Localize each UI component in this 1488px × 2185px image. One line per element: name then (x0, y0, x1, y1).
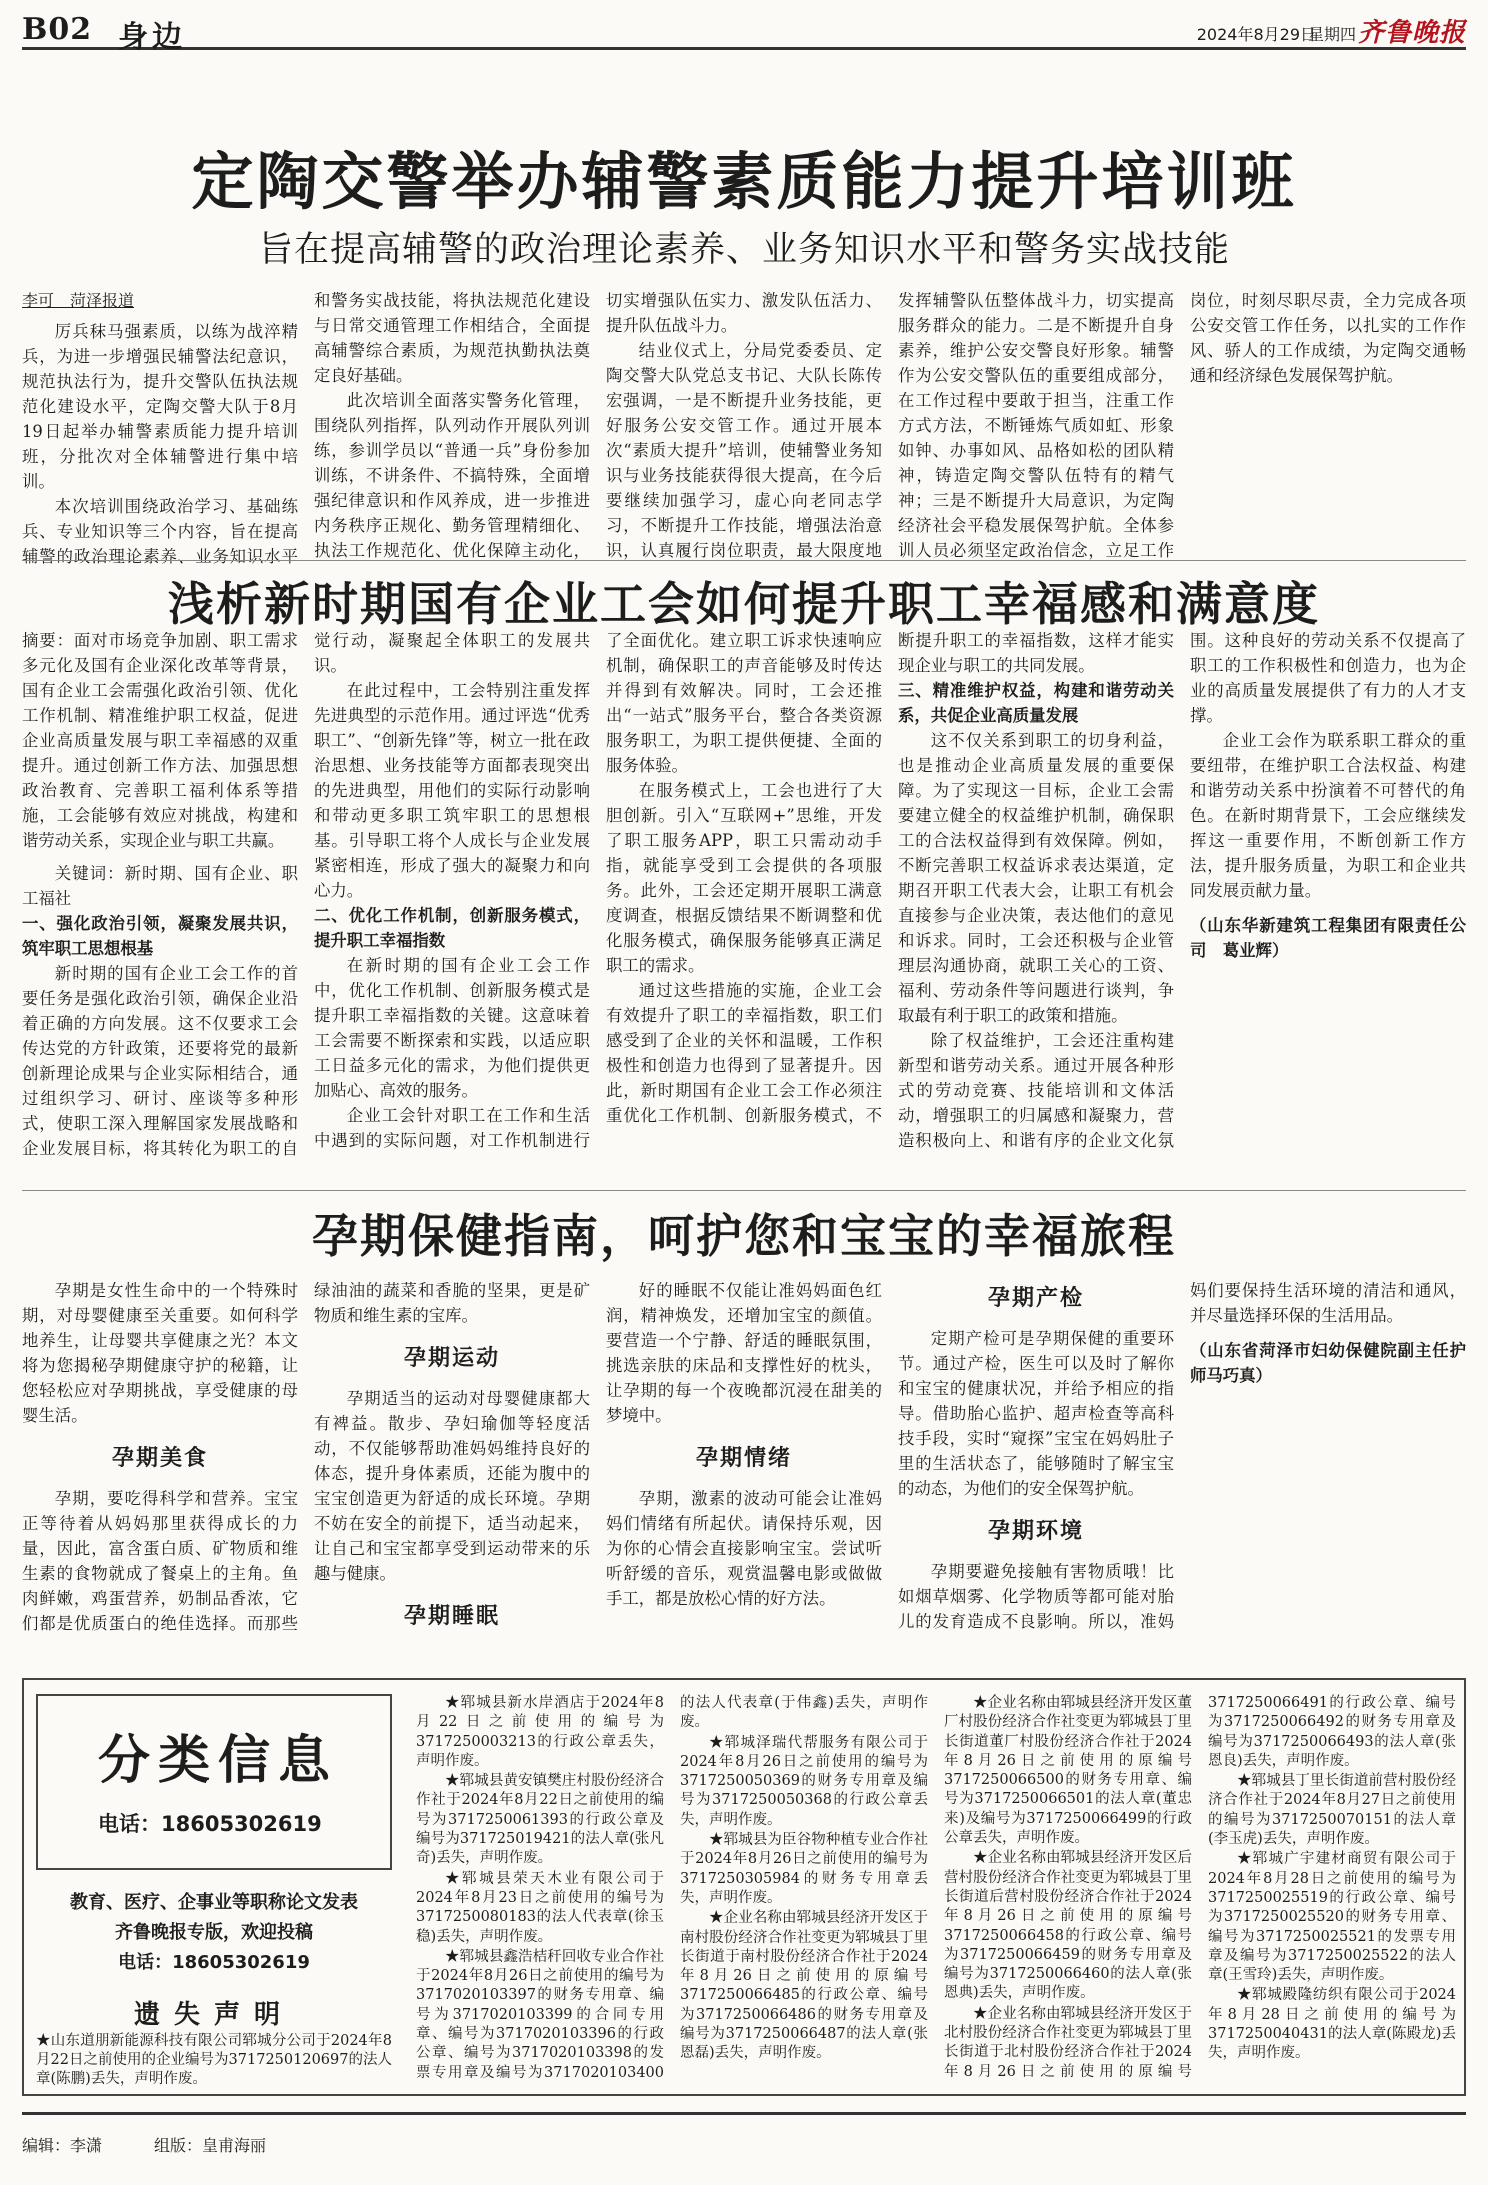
article2-heading-1: 一、强化政治引领，凝聚发展共识，筑牢职工思想根基 (22, 914, 298, 958)
lost-notice-item: ★企业名称由郓城县经济开发区董厂村股份经济合作社变更为郓城县丁里长街道董厂村股份经济合作社于2024年8月26日之前使用的原编号3717250066500的财务专用章、编号为3717250066501的法人章(董忠来)及编号为3717250066499的行政公章丢失，声明作废。 (944, 1695, 1192, 1847)
article3-paragraph: 好的睡眠不仅能让准妈妈面色红润，精神焕发，还增加宝宝的颜值。要营造一个宁静、舒适的睡眠氛围，挑选亲肤的床品和支撑性好的枕头，让孕期的每一个夜晚都沉浸在甜美的梦境中。 (606, 1281, 882, 1425)
article3-intro: 孕期是女性生命中的一个特殊时期，对母婴健康至关重要。如何科学地养生，让母婴共享健康之光？本文将为您揭秘孕期健康守护的秘籍，让您轻松应对孕期挑战，享受健康的母婴生活。 (22, 1281, 298, 1425)
article3-section-title: 孕期产检 (987, 1285, 1084, 1311)
article3-paragraph: 定期产检可是孕期保健的重要环节。通过产检，医生可以及时了解你和宝宝的健康状况，并给予相应的指导。借助胎心监护、超声检查等高科技手段，实时“窥探”宝宝在妈妈肚子里的生活状态了，能够随时了解宝宝的动态，为他们的安全保驾护航。 (898, 1329, 1174, 1498)
designer-credit: 组版：皇甫海丽 (154, 2136, 267, 2155)
article2-paragraph: 新时期的国有企业工会工作的首要任务是强化政治引领，确保企业沿着正确的方向发展。这不仅要求工会传达党的方针政策，还要将党的最新创新理论成果与企业实际相结合，通过组织学习、研讨、座谈等多种形式，使职工深入理解国家发展战略和企业发展目标，将其转化为职工的自觉行动，凝聚起全体职工的发展共识。 (22, 631, 590, 1158)
section-name: 身边 (118, 20, 186, 55)
page-code: B02 (22, 12, 93, 47)
article1-paragraph: 本次培训围绕政治学习、基础练兵、专业知识等三个内容，旨在提高辅警的政治理论素养、业务知识水平和警务实战技能，将执法规范化建设与日常交通管理工作相结合，全面提高辅警综合素质，为规范执勤执法奠定良好基础。 (22, 291, 590, 566)
lost-notice-item: ★郓城县丁里长街道前营村股份经济合作社于2024年8月27日之前使用的编号为3717250070151的法人章(李玉虎)丢失，声明作废。 (1208, 1773, 1456, 1848)
article2-paragraph: 企业工会针对职工在工作和生活中遇到的实际问题，对工作机制进行了全面优化。建立职工诉求快速响应机制，确保职工的声音能够及时传达并得到有效解决。同时，工会还推出“一站式”服务平台，整合各类资源服务职工，为职工提供便捷、全面的服务体验。 (314, 631, 882, 1150)
article1-paragraph: 结业仪式上，分局党委委员、定陶交警大队党总支书记、大队长陈传宏强调，一是不断提升业务技能，更好服务公安交管工作。通过开展本次“素质大提升”培训，使辅警业务知识与业务技能获得很大提高，在今后要继续加强学习，虚心向老同志学习，不断提升工作技能，增强法治意识，认真履行岗位职责，最大限度地发挥辅警队伍整体战斗力，切实提高服务群众的能力。二是不断提升自身素养，维护公安交警良好形象。辅警作为公安交警队伍的重要组成部分，在工作过程中要敢于担当，注重工作方式方法，不断锤炼气质如虹、形象如钟、办事如风、品格如松的团队精神，铸造定陶交警队伍特有的精气神；三是不断提升大局意识，为定陶经济社会平稳发展保驾护航。全体参训人员必须坚定政治信念，立足工作岗位，时刻尽职尽责，全力完成各项公安交管工作任务，以扎实的工作作风、骄人的工作成绩，为定陶交通畅通和经济绿色发展保驾护航。 (606, 291, 1466, 560)
lost-notice-item: ★郓城泽瑞代帮服务有限公司于2024年8月26日之前使用的编号为3717250050369的财务专用章及编号为3717250050368的行政公章丢失，声明作废。 (680, 1734, 928, 1828)
article2-heading-2: 二、优化工作机制，创新服务模式，提升职工幸福指数 (314, 906, 590, 950)
article2-paragraph: 企业工会作为联系职工群众的重要纽带，在维护职工合法权益、构建和谐劳动关系中扮演着不可替代的角色。在新时期背景下，工会应继续发挥这一重要作用，不断创新工作方法，提升服务质量，为职工和企业共同发展贡献力量。 (1190, 731, 1466, 900)
article1-body (22, 288, 1466, 570)
article2-paragraph: 这不仅关系到职工的切身利益，也是推动企业高质量发展的重要保障。为了实现这一目标，企业工会需要建立健全的权益维护机制，确保职工的合法权益得到有效保障。例如，不断完善职工权益诉求表达渠道，定期召开职工代表大会，让职工有机会直接参与企业决策，表达他们的意见和诉求。同时，工会还积极与企业管理层沟通协商，就职工关心的工资、福利、劳动条件等问题进行谈判，争取最有利于职工的政策和措施。 (898, 731, 1174, 1025)
article1-paragraph: 厉兵秣马强素质，以练为战淬精兵，为进一步增强民辅警法纪意识，规范执法行为，提升交警队伍执法规范化建设水平，定陶交警大队于8月19日起举办辅警素质能力提升培训班，分批次对全体辅警进行集中培训。 (22, 322, 298, 491)
lost-notice-title: 遗失声明 (133, 2000, 294, 2030)
article2-title: 浅析新时期国有企业工会如何提升职工幸福感和满意度 (168, 577, 1320, 631)
issue-weekday: 星期四 (1307, 25, 1356, 44)
article3-body (22, 1278, 1466, 1658)
article2-paragraph: 通过这些措施的实施，企业工会有效提升了职工的幸福指数，职工们感受到了企业的关怀和温暖，工作积极性和创造力也得到了显著提升。因此，新时期国有企业工会工作必须注重优化工作机制、创新服务模式，不断提升职工的幸福指数，这样才能实现企业与职工的共同发展。 (606, 631, 1174, 1125)
article1-byline: 李可 菏泽报道 (22, 291, 135, 310)
article2-signature: （山东华新建筑工程集团有限责任公司 葛业辉） (1190, 916, 1466, 960)
classified-promo-line: 齐鲁晚报专版，欢迎投稿 (115, 1922, 313, 1943)
classified-promo-phone: 电话：18605302619 (118, 1952, 310, 1973)
article2-paragraph: 除了权益维护，工会还注重构建新型和谐劳动关系。通过开展各种形式的劳动竞赛、技能培训和文体活动，增强职工的归属感和凝聚力，营造积极向上、和谐有序的企业文化氛围。这种良好的劳动关系不仅提高了职工的工作积极性和创造力，也为企业的高质量发展提供了有力的人才支撑。 (898, 631, 1466, 1150)
paper-logo: 齐鲁晚报 (1357, 18, 1466, 48)
article3-section-title: 孕期运动 (403, 1345, 500, 1371)
article3-signature: （山东省菏泽市妇幼保健院副主任护师马巧真） (1190, 1341, 1466, 1385)
classified-sidebar (36, 1694, 392, 2086)
lost-notice-item: ★郓城县新水岸酒店于2024年8月22日之前使用的编号为3717250003213的行政公章丢失，声明作废。 (416, 1695, 664, 1769)
article2-keywords: 关键词：新时期、国有企业、职工福社 (22, 864, 298, 908)
article3-section-title: 孕期美食 (111, 1445, 208, 1471)
article3-paragraph: 孕期，要吃得科学和营养。宝宝正等待着从妈妈那里获得成长的力量，因此，富含蛋白质、矿物质和维生素的食物就成了餐桌上的主角。鱼肉鲜嫩，鸡蛋营养，奶制品香浓，它们都是优质蛋白的绝佳选择。而那些绿油油的蔬菜和香脆的坚果，更是矿物质和维生素的宝库。 (22, 1281, 590, 1633)
classified-title-box (36, 1694, 392, 1870)
article3-section-title: 孕期情绪 (695, 1445, 792, 1471)
article2-body (22, 628, 1466, 1168)
lost-notice-item: ★企业名称由郓城县经济开发区后营村股份经济合作社变更为郓城县丁里长街道后营村股份经济合作社于2024年8月26日之前使用的原编号3717250066458的行政公章、编号为3717250066459的财务专用章及编号为3717250066460的法人章(张恩典)丢失，声明作废。 (944, 1850, 1192, 2002)
article2-paragraph: 在新时期的国有企业工会工作中，优化工作机制、创新服务模式是提升职工幸福指数的关键。这意味着工会需要不断探索和实践，以适应职工日益多元化的需求，为他们提供更加贴心、高效的服务。 (314, 956, 590, 1100)
article2-paragraph: 在服务模式上，工会也进行了大胆创新。引入“互联网+”思维，开发了职工服务APP，职工只需动动手指，就能享受到工会提供的各项服务。此外，工会还定期开展职工满意度调查，根据反馈结果不断调整和优化服务模式，确保服务能够真正满足职工的需求。 (606, 781, 882, 975)
article2-abstract: 摘要：面对市场竞争加剧、职工需求多元化及国有企业深化改革等背景，国有企业工会需强化政治引领、优化工作机制、精准维护职工权益，促进企业高质量发展与职工幸福感的双重提升。通过创新工作方法、加强思想政治教育、完善职工福利体系等措施，工会能够有效应对挑战，构建和谐劳动关系，实现企业与职工共赢。 (22, 631, 298, 850)
lost-notice-item: ★郓城殿隆纺织有限公司于2024年8月28日之前使用的编号为3717250040431的法人章(陈殿龙)丢失，声明作废。 (1208, 1987, 1456, 2062)
lost-notice-item: ★郓城县荣天木业有限公司于2024年8月23日之前使用的编号为3717250080183的法人代表章(徐玉稳)丢失，声明作废。 (416, 1870, 664, 1945)
lost-notice-item: ★企业名称由郓城县经济开发区于北村股份经济合作社变更为郓城县丁里长街道于北村股份经济合作社于2024年8月26日之前使用的原编号3717250066491的行政公章、编号为3717250066492的财务专用章及编号为3717250066493的法人章(张恩良)丢失，声明作废。 (944, 1695, 1456, 2080)
editor-credit: 编辑：李潇 (22, 2136, 103, 2155)
classified-section (22, 1678, 1466, 2096)
article1-subtitle: 旨在提高辅警的政治理论素养、业务知识水平和警务实战技能 (257, 230, 1230, 270)
article-divider (22, 1190, 1466, 1191)
article2-paragraph: 在此过程中，工会特别注重发挥先进典型的示范作用。通过评选“优秀职工”、“创新先锋”等，树立一批在政治思想、业务技能等方面都表现突出的先进典型，用他们的实际行动影响和带动更多职工筑牢职工的思想根基。引导职工将个人成长与企业发展紧密相连，形成了强大的凝聚力和向心力。 (314, 681, 590, 900)
article1-paragraph: 此次培训全面落实警务化管理，围绕队列指挥，队列动作开展队列训练，参训学员以“普通一兵”身份参加训练，不讲条件、不搞特殊，全面增强纪律意识和作风养成，进一步推进内务秩序正规化、勤务管理精细化、执法工作规范化、优化保障主动化，切实增强队伍实力、激发队伍活力、提升队伍战斗力。 (314, 291, 882, 560)
article-divider (22, 560, 1466, 561)
page-footer (22, 2112, 1466, 2172)
article2-heading-3: 三、精准维护权益，构建和谐劳动关系，共促企业高质量发展 (898, 681, 1174, 725)
classified-promo-line: 教育、医疗、企事业等职称论文发表 (70, 1892, 358, 1913)
lost-notice-item: ★郓城县为臣谷物种植专业合作社于2024年8月26日之前使用的编号为3717250305984的财务专用章丢失，声明作废。 (680, 1832, 928, 1906)
lost-notice-item: ★企业名称由郓城县经济开发区于南村股份经济合作社变更为郓城县丁里长街道于南村股份经济合作社于2024年8月26日之前使用的原编号3717250066485的行政公章、编号为3717250066486的财务专用章及编号为3717250066487的法人章(张恩磊)丢失，声明作废。 (680, 1910, 928, 2062)
classified-promo (36, 1888, 392, 1978)
article3-paragraph: 孕期适当的运动对母婴健康都大有裨益。散步、孕妇瑜伽等轻度活动，不仅能够帮助准妈妈维持良好的体态，提升身体素质，还能为腹中的宝宝创造更为舒适的成长环境。孕期不妨在安全的前提下，适当动起来，让自己和宝宝都享受到运动带来的乐趣与健康。 (314, 1389, 590, 1583)
issue-date: 2024年8月29日 (1196, 25, 1316, 44)
article1-title: 定陶交警举办辅警素质能力提升培训班 (191, 145, 1297, 218)
lost-notice-item: ★郓城县黄安镇樊庄村股份经济合作社于2024年8月22日之前使用的编号为3717250061393的行政公章及编号为3717250194​21的法人章(张凡奇)丢失，声明作废。 (416, 1773, 664, 1867)
classified-title: 分类信息 (98, 1731, 339, 1791)
article3-paragraph: 孕期要避免接触有害物质哦！比如烟草烟雾、化学物质等都可能对胎儿的发育造成不良影响。所以，准妈妈们要保持生活环境的清洁和通风，并尽量选择环保的生活用品。 (898, 1281, 1466, 1631)
masthead (22, 8, 1466, 55)
classified-phone: 电话：18605302619 (98, 1812, 322, 1836)
article3-title: 孕期保健指南，呵护您和宝宝的幸福旅程 (312, 1209, 1176, 1263)
article3-section-title: 孕期睡眠 (403, 1603, 500, 1629)
lost-notice-item: ★山东道朋新能源科技有限公司郓城分公司于2024年8月22日之前使用的企业编号为3717250120697的法人章(陈鹏)丢失，声明作废。 (36, 2033, 392, 2087)
lost-notice-list (416, 1694, 1456, 2086)
lost-notice-item: ★郓城县鑫浩桔秆回收专业合作社于2024年8月26日之前使用的编号为371702010339​7的财务专用章、编号为3717020103399的合同专用章、编号为3717020103396的行政公章、编号为3717020103398的发票专用章及编号为3717020103400的法人代表章(于伟鑫)丢失，声明作废。 (416, 1695, 928, 2081)
lost-notice-item: ★郓城广宇建材商贸有限公司于2024年8月28日之前使用的编号为3717250025519的行政公章、编号为3717250025520的财务专用章、编号为3717250025521的发票专用章及编号为3717250025522的法人章(王雪玲)丢失，声明作废。 (1208, 1851, 1456, 1984)
article3-paragraph: 孕期，激素的波动可能会让准妈妈们情绪有所起伏。请保持乐观，因为你的心情会直接影响宝宝。尝试听听舒缓的音乐，观赏温馨电影或做做手工，都是放松心情的好方法。 (606, 1489, 882, 1608)
article3-section-title: 孕期环境 (987, 1518, 1084, 1544)
